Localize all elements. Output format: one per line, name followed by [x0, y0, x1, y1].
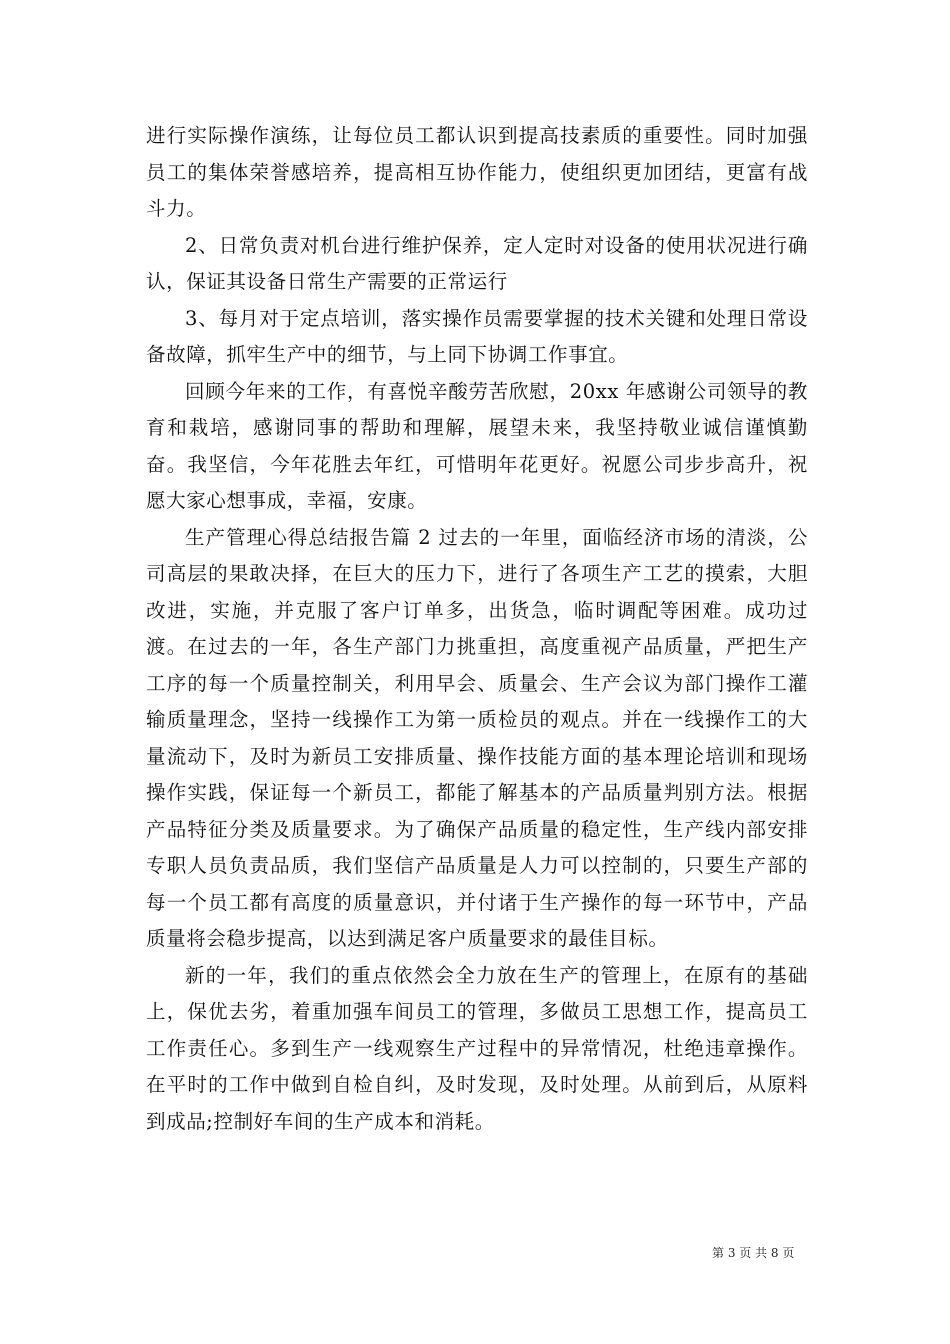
paragraph-3: 3、每月对于定点培训，落实操作员需要掌握的技术关键和处理日常设备故障，抓牢生产中的细节，与上同下协调工作事宜。 [146, 306, 808, 366]
paragraph-1: 进行实际操作演练，让每位员工都认识到提高技素质的重要性。同时加强员工的集体荣誉感培养，提高相互协作能力，使组织更加团结，更富有战斗力。 [146, 124, 808, 220]
paragraph-6: 新的一年，我们的重点依然会全力放在生产的管理上，在原有的基础上，保优去劣，着重加强车间员工的管理，多做员工思想工作，提高员工工作责任心。多到生产一线观察生产过程中的异常情况，杜绝违章操作。在平时的工作中做到自检自纠，及时发现，及时处理。从前到后，从原料到成品;控制好车间的生产成本和消耗。 [146, 963, 808, 1133]
document-body [146, 118, 808, 1140]
page-number-footer: 第 3 页 共 8 页 [712, 1246, 795, 1260]
paragraph-5: 生产管理心得总结报告篇 2 过去的一年里，面临经济市场的清淡，公司高层的果敢决择，在巨大的压力下，进行了各项生产工艺的摸索，大胆改进，实施，并克服了客户订单多，出货急，临时调配等困难。成功过渡。在过去的一年，各生产部门力挑重担，高度重视产品质量，严把生产工序的每一个质量控制关，利用早会、质量会、生产会议为部门操作工灌输质量理念，坚持一线操作工为第一质检员的观点。并在一线操作工的大量流动下，及时为新员工安排质量、操作技能方面的基本理论培训和现场操作实践，保证每一个新员工，都能了解基本的产品质量判别方法。根据产品特征分类及质量要求。为了确保产品质量的稳定性，生产线内部安排专职人员负责品质，我们坚信产品质量是人力可以控制的，只要生产部的每一个员工都有高度的质量意识，并付诸于生产操作的每一环节中，产品质量将会稳步提高，以达到满足客户质量要求的最佳目标。 [146, 525, 808, 950]
paragraph-4: 回顾今年来的工作，有喜悦辛酸劳苦欣慰，20xx 年感谢公司领导的教育和栽培，感谢同事的帮助和理解，展望未来，我坚持敬业诚信谨慎勤奋。我坚信，今年花胜去年红，可惜明年花更好。祝愿公司步步高升，祝愿大家心想事成，幸福，安康。 [146, 379, 808, 512]
paragraph-2: 2、日常负责对机台进行维护保养，定人定时对设备的使用状况进行确认，保证其设备日常生产需要的正常运行 [146, 233, 808, 293]
